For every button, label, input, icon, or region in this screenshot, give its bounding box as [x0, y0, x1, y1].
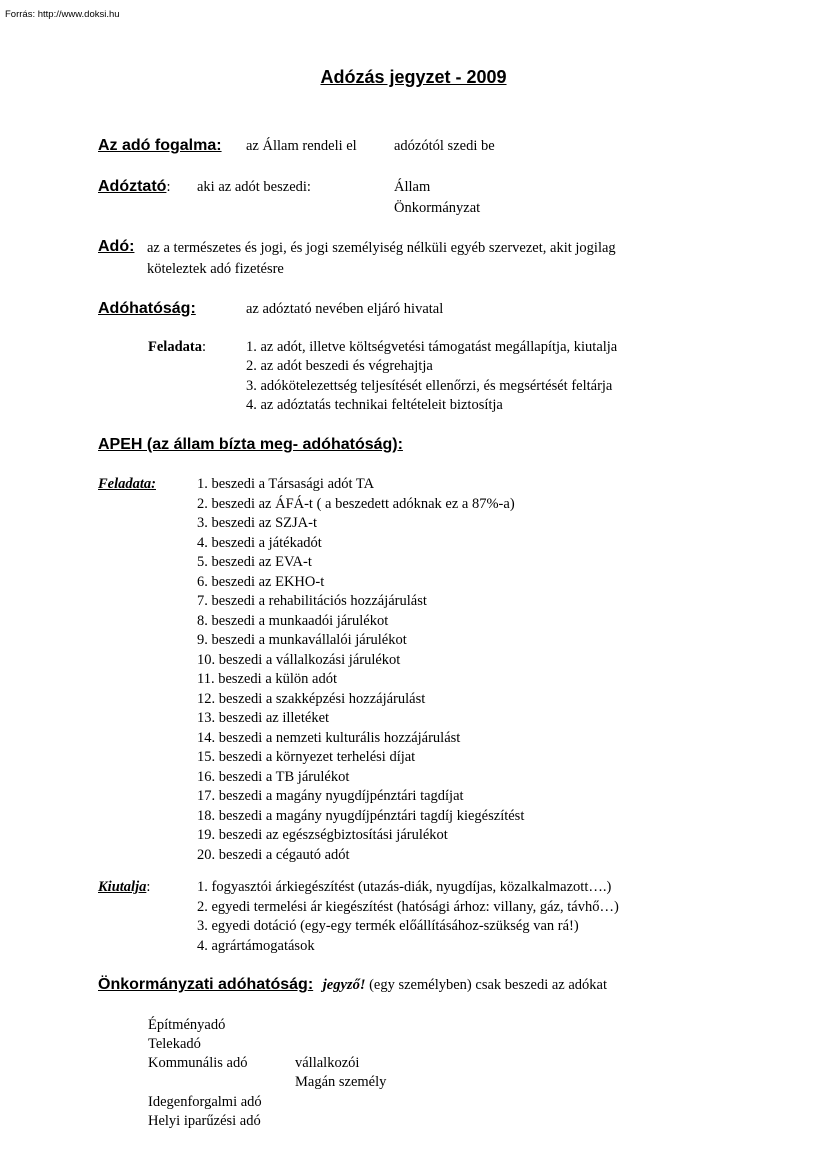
list-item: 20. beszedi a cégautó adót	[197, 846, 350, 863]
apeh-kiutalja-list	[197, 878, 619, 956]
list-item: 8. beszedi a munkaadói járulékot	[197, 612, 389, 629]
list-item: 5. beszedi az EVA-t	[197, 554, 312, 570]
list-item: 6. beszedi az EKHO-t	[197, 573, 325, 590]
adohatosag-feladata-label	[148, 338, 206, 356]
apeh-feladata-label: Feladata:	[98, 476, 156, 492]
list-item: Kommunális adó	[148, 1055, 248, 1072]
list-item: 12. beszedi a szakképzési hozzájárulást	[197, 690, 426, 707]
source-line: Forrás: http://www.doksi.hu	[5, 9, 120, 20]
apeh-kiutalja-word: Kiutalja	[98, 879, 147, 895]
adoztato-colon: :	[166, 179, 171, 195]
ado-fogalma-col2: adózótól szedi be	[394, 138, 495, 154]
onkormanyzati-heading: Önkormányzati adóhatóság	[98, 976, 308, 993]
list-item: 13. beszedi az illetéket	[197, 710, 330, 726]
list-item: 4. az adóztatás technikai feltételeit biztosítja	[246, 396, 503, 413]
ado-fogalma-heading: Az adó fogalma:	[98, 137, 222, 154]
list-item: Idegenforgalmi adó	[148, 1093, 262, 1110]
adoztato-value-2: Önkormányzat	[394, 200, 481, 216]
ado-definition-line-1: az a természetes és jogi, és jogi személyiség nélküli egyéb szervezet, akit jogilag	[147, 240, 616, 256]
kommunalis-sub-2: Magán személy	[295, 1074, 387, 1090]
list-item: 1. beszedi a Társasági adót TA	[197, 476, 375, 492]
adohatosag-feladata-list	[246, 338, 617, 415]
adoztato-heading-row	[98, 177, 170, 197]
ado-heading: Adó:	[98, 238, 135, 255]
list-item: 7. beszedi a rehabilitációs hozzájárulást	[197, 593, 427, 609]
list-item: 9. beszedi a munkavállalói járulékot	[197, 632, 407, 648]
apeh-heading: APEH (az állam bízta meg- adóhatóság):	[98, 436, 403, 453]
adoztato-heading: Adóztató	[98, 178, 167, 195]
apeh-kiutalja-colon: :	[146, 879, 151, 895]
list-item: 1. az adót, illetve költségvetési támogatást megállapítja, kiutalja	[246, 339, 618, 355]
onkormanyzati-colon: :	[307, 976, 314, 993]
adohatosag-feladata-word: Feladata	[148, 339, 202, 355]
adohatosag-heading: Adóhatóság:	[98, 300, 196, 317]
adoztato-value-1: Állam	[394, 179, 431, 195]
list-item: 17. beszedi a magány nyugdíjpénztári tagdíjat	[197, 788, 464, 804]
list-item: 3. beszedi az SZJA-t	[197, 515, 317, 531]
list-item: Építményadó	[148, 1017, 226, 1033]
list-item: 19. beszedi az egészségbiztosítási járulékot	[197, 827, 448, 843]
list-item: 2. az adót beszedi és végrehajtja	[246, 358, 433, 375]
list-item: 2. beszedi az ÁFÁ-t ( a beszedett adóknak ez a 87%-a)	[197, 495, 515, 512]
list-item: 16. beszedi a TB járulékot	[197, 768, 350, 785]
list-item: Telekadó	[148, 1036, 201, 1053]
list-item: 10. beszedi a vállalkozási járulékot	[197, 651, 401, 668]
list-item: 4. beszedi a játékadót	[197, 534, 322, 551]
list-item: 18. beszedi a magány nyugdíjpénztári tagdíj kiegészítést	[197, 807, 525, 824]
onkormanyzati-list	[148, 1016, 262, 1131]
kommunalis-sub-1: vállalkozói	[295, 1055, 360, 1071]
onkormanyzati-jegyzo: jegyző!	[322, 977, 366, 993]
list-item: 14. beszedi a nemzeti kulturális hozzájárulást	[197, 729, 461, 746]
list-item: 2. egyedi termelési ár kiegészítést (hatósági árhoz: villany, gáz, távhő…)	[197, 898, 619, 915]
list-item: 1. fogyasztói árkiegészítést (utazás-diák, nyugdíjas, közalkalmazott….)	[197, 879, 612, 895]
adoztato-desc: aki az adót beszedi:	[197, 179, 311, 195]
ado-fogalma-col1: az Állam rendeli el	[246, 138, 357, 154]
document-title: Adózás jegyzet - 2009	[320, 67, 507, 87]
adohatosag-desc: az adóztató nevében eljáró hivatal	[246, 301, 444, 317]
list-item: 3. adókötelezettség teljesítését ellenőrzi, és megsértését feltárja	[246, 377, 613, 394]
apeh-kiutalja-label	[98, 878, 150, 896]
list-item: 15. beszedi a környezet terhelési díjat	[197, 749, 416, 765]
adohatosag-feladata-colon: :	[201, 339, 206, 355]
list-item: 4. agrártámogatások	[197, 937, 315, 954]
list-item: Helyi iparűzési adó	[148, 1113, 261, 1129]
onkormanyzati-heading-row	[98, 975, 607, 995]
ado-definition-line-2: köteleztek adó fizetésre	[147, 261, 284, 277]
list-item: 11. beszedi a külön adót	[197, 671, 337, 687]
apeh-feladata-list	[197, 475, 524, 865]
list-item: 3. egyedi dotáció (egy-egy termék előállításához-szükség van rá!)	[197, 918, 579, 934]
onkormanyzati-rest: (egy személyben) csak beszedi az adókat	[369, 977, 608, 993]
